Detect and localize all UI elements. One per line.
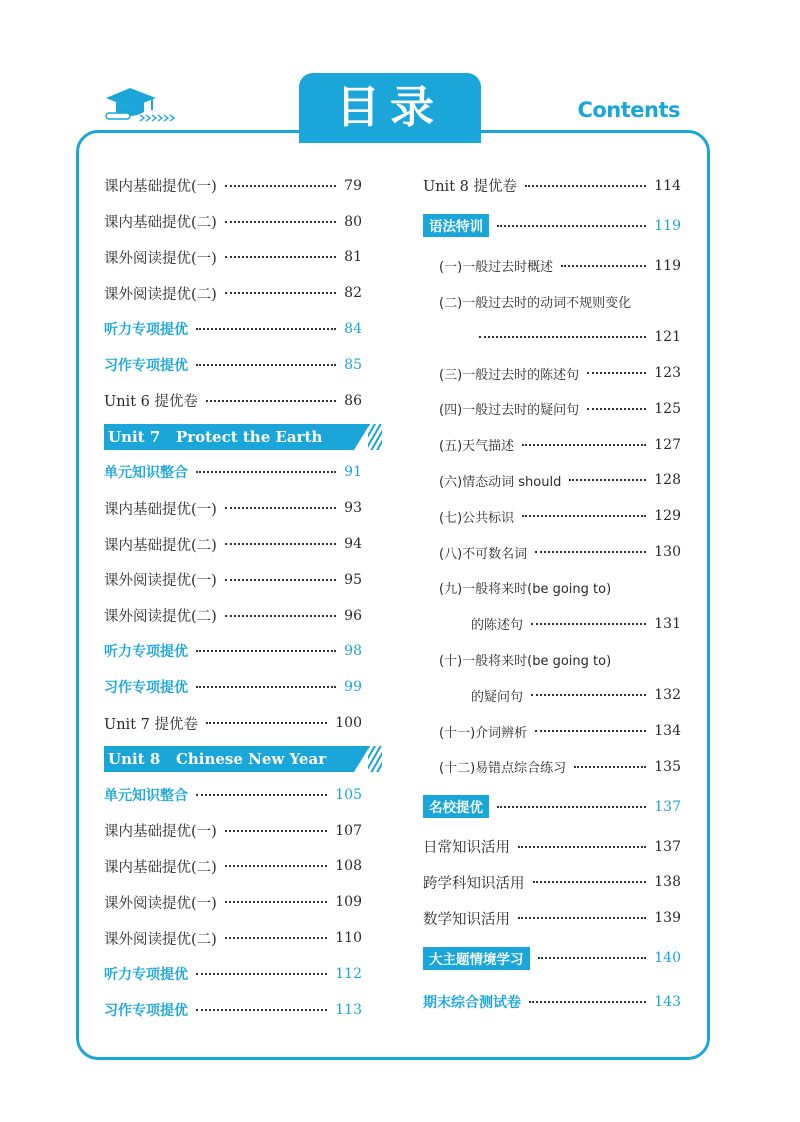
toc-entry[interactable]: (六)情态动词 should 128	[439, 472, 681, 490]
toc-entry[interactable]: (十一)介词辨析 134	[439, 723, 681, 741]
toc-entry[interactable]: Unit 6 提优卷 86	[104, 392, 362, 411]
toc-entry[interactable]: 课内基础提优(二) 108	[104, 858, 362, 876]
toc-entry[interactable]: 日常知识活用 137	[423, 838, 681, 857]
toc-entry[interactable]: 课内基础提优(一) 93	[104, 500, 362, 518]
toc-entry[interactable]: (一)一般过去时概述 119	[439, 257, 681, 276]
unit-8-banner: Unit 8 Chinese New Year	[104, 746, 354, 772]
toc-entry[interactable]: (九)一般将来时(be going to)	[439, 582, 612, 598]
toc-entry[interactable]: 121	[423, 319, 681, 355]
toc-entry[interactable]: 习作专项提优 113	[104, 1001, 362, 1019]
toc-entry[interactable]: 的陈述句 131	[471, 615, 681, 634]
left-column	[104, 168, 362, 1028]
toc-entry[interactable]: 习作专项提优 99	[104, 679, 362, 697]
right-column	[423, 168, 681, 1024]
graduation-cap-icon	[100, 84, 180, 128]
toc-entry[interactable]: 期末综合测试卷 143	[423, 994, 681, 1012]
toc-entry[interactable]: (八)不可数名词 130	[439, 544, 681, 562]
toc-entry[interactable]: 课外阅读提优(一) 109	[104, 894, 362, 912]
toc-entry[interactable]: 课内基础提优(一) 107	[104, 822, 362, 841]
toc-entry[interactable]: 听力专项提优 98	[104, 643, 362, 661]
toc-entry[interactable]: 单元知识整合 105	[104, 786, 362, 804]
toc-entry[interactable]: Unit 7 提优卷 100	[104, 715, 362, 733]
theme-section[interactable]: 大主题情境学习 140	[423, 936, 681, 980]
toc-entry[interactable]: 课内基础提优(二) 80	[104, 213, 362, 232]
toc-entry[interactable]: 习作专项提优 85	[104, 356, 362, 374]
toc-entry[interactable]: 课内基础提优(二) 94	[104, 536, 362, 554]
contents-label: Contents	[577, 98, 680, 122]
toc-entry[interactable]: 课外阅读提优(二) 82	[104, 285, 362, 303]
toc-entry[interactable]: 听力专项提优 84	[104, 321, 362, 339]
toc-entry[interactable]: (七)公共标识 129	[439, 508, 681, 526]
toc-entry[interactable]: (二)一般过去时的动词不规则变化	[439, 295, 632, 311]
toc-entry[interactable]: 课外阅读提优(一) 95	[104, 571, 362, 590]
toc-entry[interactable]: (十)一般将来时(be going to)	[439, 653, 612, 669]
toc-entry[interactable]: 数学知识活用 139	[423, 910, 681, 928]
school-section[interactable]: 名校提优 137	[423, 785, 681, 829]
toc-entry[interactable]: Unit 8 提优卷 114	[423, 177, 681, 196]
grammar-section[interactable]: 语法特训 119	[423, 204, 681, 248]
toc-entry[interactable]: 课外阅读提优(一) 81	[104, 249, 362, 267]
toc-entry[interactable]: 的疑问句 132	[471, 687, 681, 705]
toc-entry[interactable]: 跨学科知识活用 138	[423, 874, 681, 892]
toc-entry[interactable]: 课外阅读提优(二) 110	[104, 930, 362, 948]
toc-entry[interactable]: (三)一般过去时的陈述句 123	[439, 365, 681, 383]
toc-entry[interactable]: 课外阅读提优(二) 96	[104, 607, 362, 626]
page-title: 目录	[336, 82, 444, 133]
toc-entry[interactable]: (四)一般过去时的疑问句 125	[439, 400, 681, 419]
toc-entry[interactable]: 听力专项提优 112	[104, 965, 362, 983]
toc-entry[interactable]: 课内基础提优(一) 79	[104, 177, 362, 196]
toc-entry[interactable]: 单元知识整合 91	[104, 464, 362, 482]
unit-7-banner: Unit 7 Protect the Earth	[104, 424, 354, 450]
toc-entry[interactable]: (十二)易错点综合练习 135	[439, 758, 681, 777]
toc-entry[interactable]: (五)天气描述 127	[439, 436, 681, 455]
